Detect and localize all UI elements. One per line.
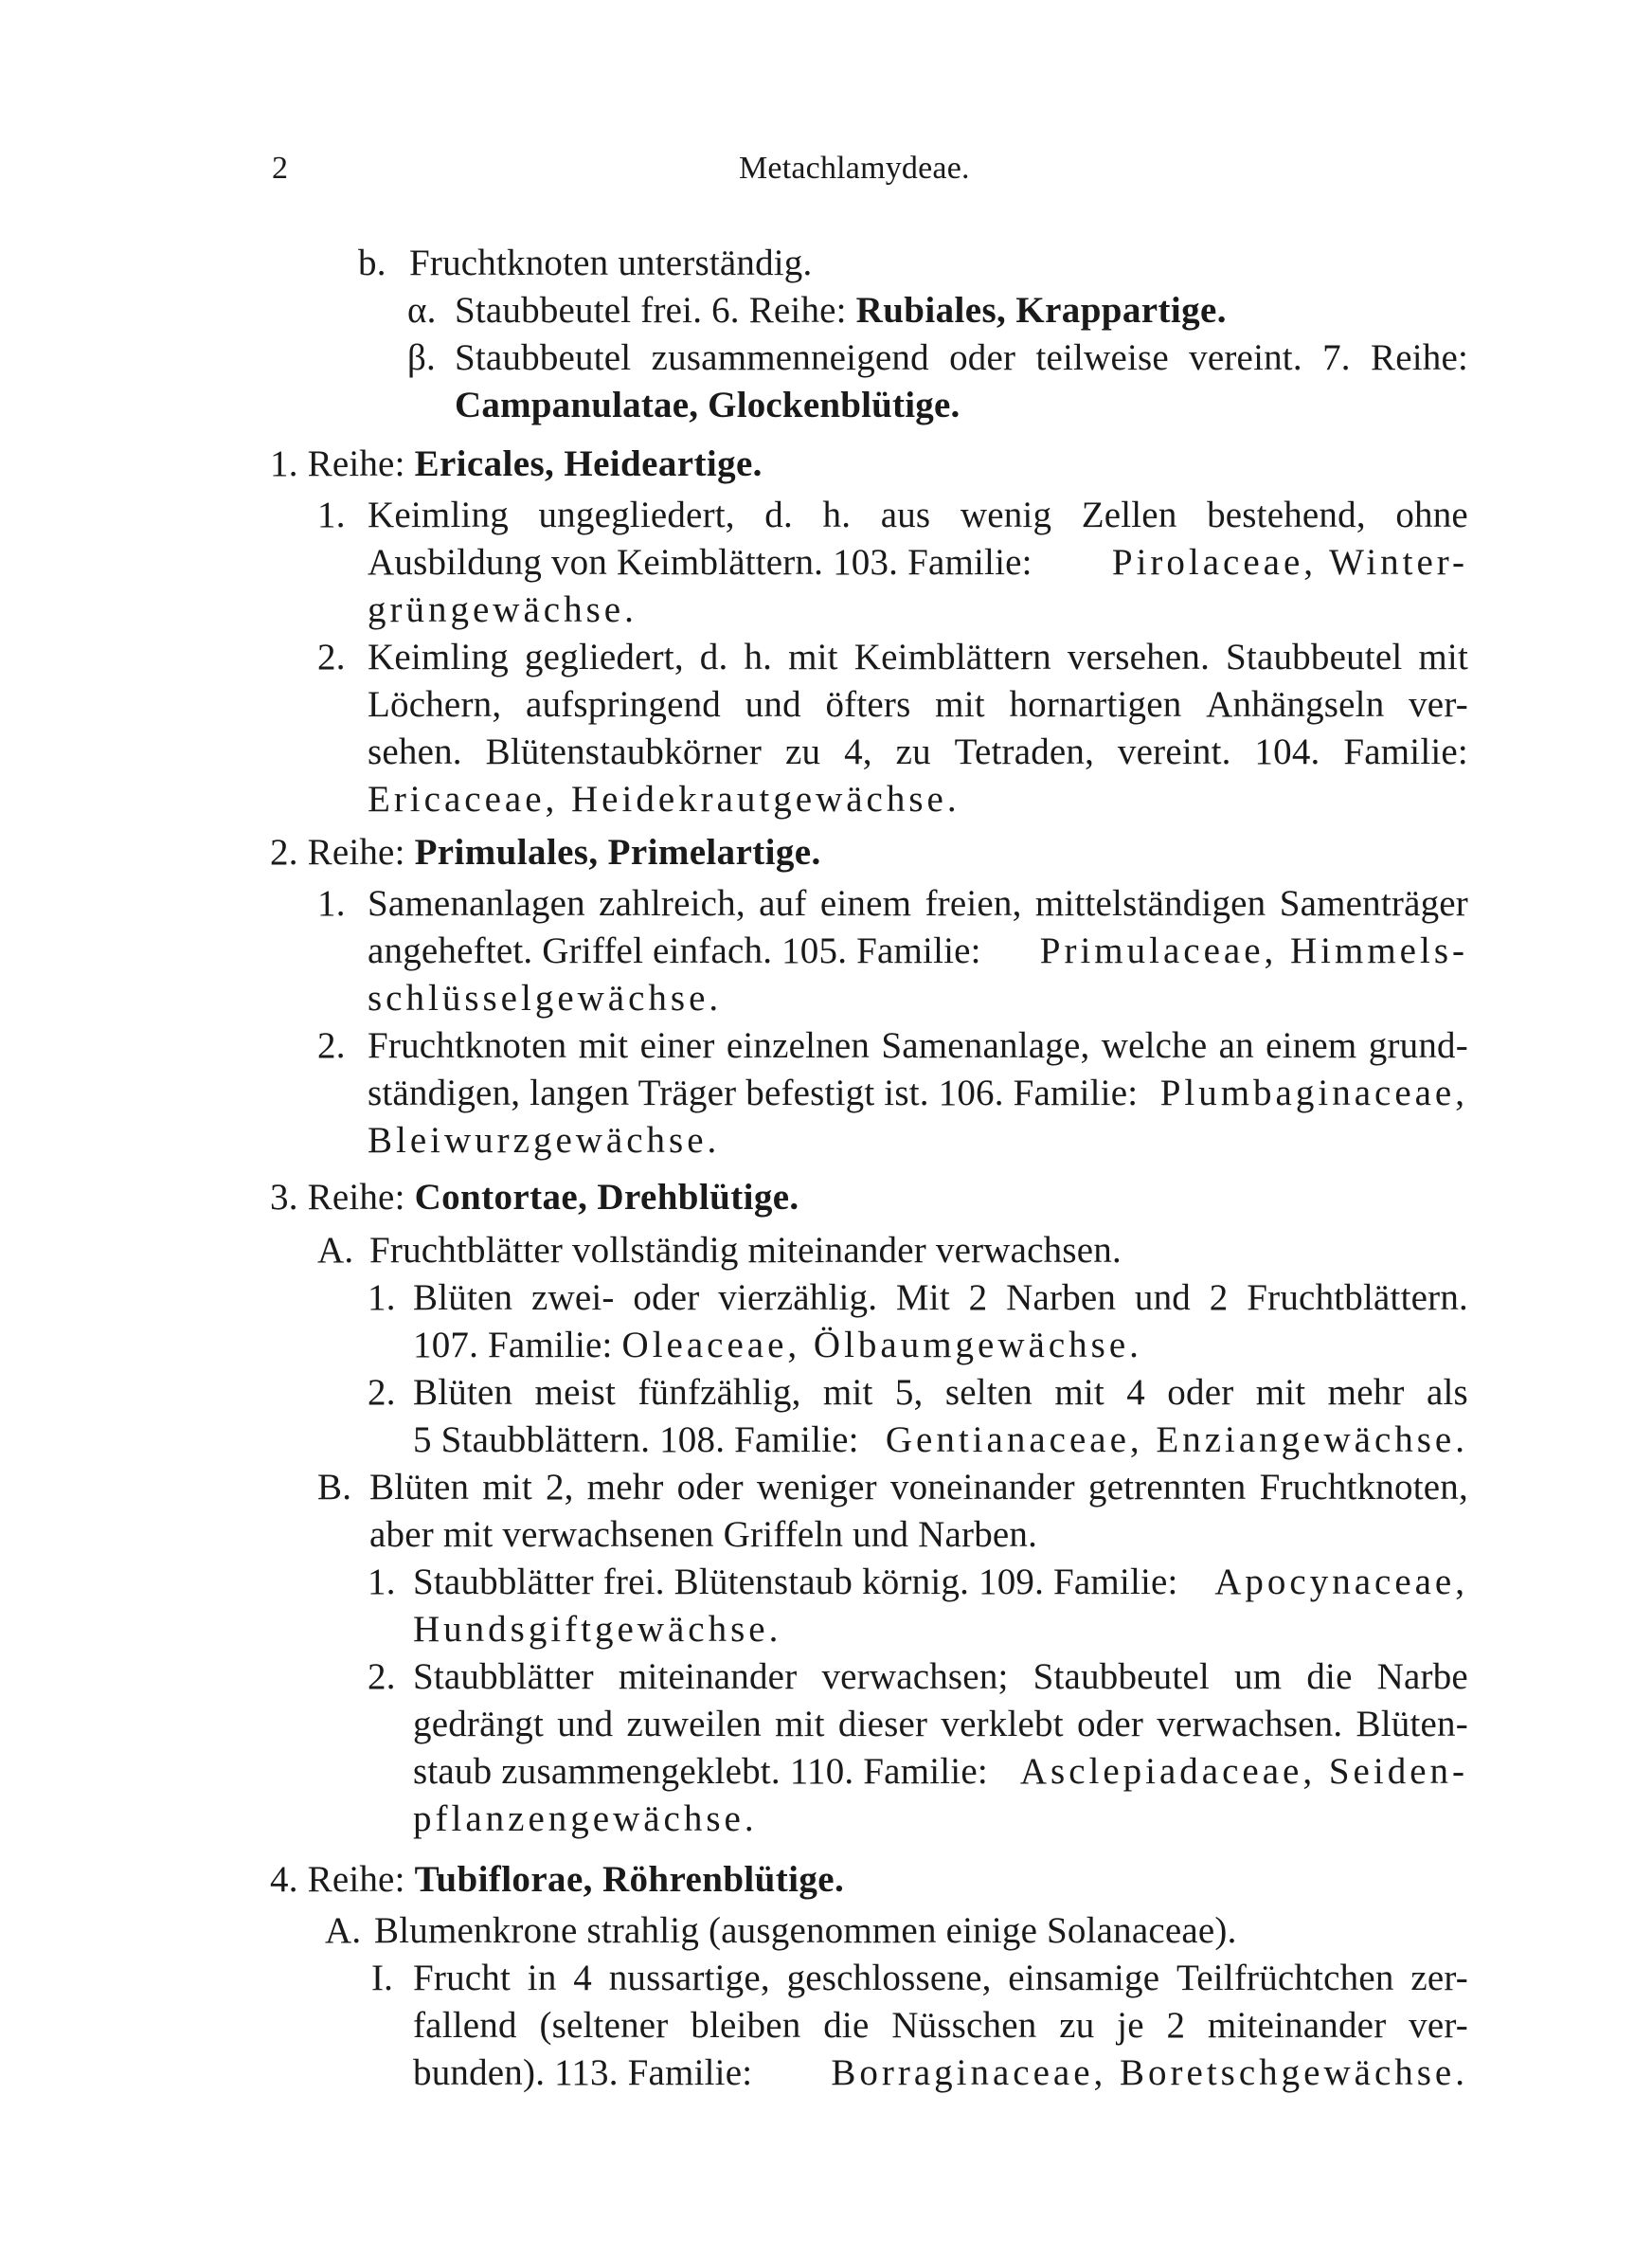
intro-alpha-text: Staubbeutel frei. 6. Reihe: — [455, 290, 847, 331]
reihe4-I-line3: bunden). 113. Familie: Borraginaceae, Boretschgewächse. — [413, 2050, 1468, 2096]
reihe2-i2-line1: Fruchtknoten mit einer einzelnen Samenanlage, welche an einem grund- — [368, 1025, 1468, 1066]
reihe1-i2-line2: Löchern, aufspringend und öfters mit hornartigen Anhängseln ver- — [368, 684, 1468, 725]
reihe4-I-family: Borraginaceae, Boretschgewächse. — [831, 2052, 1468, 2093]
reihe4-A-text: Blumenkrone strahlig (ausgenommen einige Solanaceae). — [374, 1910, 1237, 1951]
intro-alpha-line — [455, 288, 1227, 334]
reihe2-i1-line2: angeheftet. Griffel einfach. 105. Familie: Primulaceae, Himmels- — [368, 929, 1468, 974]
reihe1-i1-line1: Keimling ungegliedert, d. h. aus wenig Zellen bestehend, ohne — [368, 495, 1468, 535]
reihe3-A-text: Fruchtblätter vollständig miteinander verwachsen. — [369, 1230, 1122, 1271]
reihe1-i2-marker: 2. — [317, 637, 346, 677]
reihe2-order: Primulales, Primelartige. — [414, 832, 821, 873]
reihe3-B2-marker: 2. — [368, 1656, 396, 1697]
reihe3-A1-marker: 1. — [368, 1277, 396, 1318]
reihe1-i2-line1: Keimling gegliedert, d. h. mit Keimblättern versehen. Staubbeutel mit — [368, 637, 1468, 677]
reihe3-B2-line3: staub zusammengeklebt. 110. Familie: Asclepiadaceae, Seiden- — [413, 1749, 1468, 1795]
reihe3-A1-line1: Blüten zwei- oder vierzählig. Mit 2 Narben und 2 Fruchtblättern. — [413, 1277, 1468, 1318]
reihe3-B1-line2: Hundsgiftgewächse. — [413, 1609, 782, 1650]
reihe3-A-marker: A. — [317, 1230, 354, 1271]
reihe1-i1-line3: grüngewächse. — [368, 589, 637, 630]
reihe3-order: Contortae, Drehblütige. — [414, 1177, 799, 1218]
reihe2-i1-family: Primulaceae, Himmels- — [1039, 930, 1468, 971]
reihe2-i2-marker: 2. — [317, 1025, 346, 1066]
reihe3-A1-family: Oleaceae, Ölbaumgewächse. — [621, 1325, 1142, 1365]
reihe2-heading: 2. Reihe: Primulales, Primelartige. — [270, 832, 821, 873]
reihe3-B-line2: aber mit verwachsenen Griffeln und Narben. — [369, 1514, 1038, 1555]
reihe1-i1-family: Pirolaceae, Winter- — [1111, 542, 1468, 583]
reihe1-heading: 1. Reihe: Ericales, Heideartige. — [270, 443, 763, 484]
intro-b-marker: b. — [358, 243, 386, 283]
reihe3-B-marker: B. — [317, 1467, 352, 1508]
reihe4-heading: 4. Reihe: Tubiflorae, Röhrenblütige. — [270, 1859, 845, 1900]
intro-beta-order: Campanulatae, Glockenblütige. — [455, 385, 961, 425]
reihe3-heading: 3. Reihe: Contortae, Drehblütige. — [270, 1177, 799, 1218]
reihe4-A-marker: A. — [325, 1910, 362, 1951]
reihe4-I-line1: Frucht in 4 nussartige, geschlossene, einsamige Teilfrüchtchen zer- — [413, 1958, 1468, 1998]
intro-b-text: Fruchtknoten unterständig. — [409, 243, 813, 283]
reihe4-order: Tubiflorae, Röhrenblütige. — [414, 1859, 845, 1900]
reihe2-i2-family: Plumbaginaceae, — [1159, 1073, 1468, 1113]
page-number: 2 — [272, 151, 289, 186]
reihe2-i2-line3: Bleiwurzgewächse. — [368, 1120, 721, 1161]
reihe3-B1-marker: 1. — [368, 1562, 396, 1602]
reihe3-A2-family: Gentianaceae, Enziangewächse. — [885, 1419, 1468, 1460]
reihe1-i1-line2: Ausbildung von Keimblättern. 103. Familie: Pirolaceae, Winter- — [368, 540, 1468, 586]
reihe3-B2-line2: gedrängt und zuweilen mit dieser verklebt oder verwachsen. Blüten- — [413, 1704, 1468, 1744]
reihe3-B2-family: Asclepiadaceae, Seiden- — [1019, 1751, 1468, 1792]
intro-alpha-order: Rubiales, Krappartige. — [855, 290, 1227, 331]
reihe3-B1-line1: Staubblätter frei. Blütenstaub körnig. 109. Familie: Apocynaceae, — [413, 1560, 1468, 1605]
reihe4-I-marker: I. — [371, 1958, 394, 1998]
reihe3-B2-line4: pflanzengewächse. — [413, 1798, 758, 1839]
reihe3-A2-line2: 5 Staubblättern. 108. Familie: Gentianaceae, Enziangewächse. — [413, 1417, 1468, 1463]
reihe2-i2-line2: ständigen, langen Träger befestigt ist. 106. Familie: Plumbaginaceae, — [368, 1071, 1468, 1116]
running-title: Metachlamydeae. — [739, 151, 970, 186]
reihe3-B-line1: Blüten mit 2, mehr oder weniger voneinander getrennten Fruchtknoten, — [369, 1467, 1468, 1508]
reihe3-A2-line1: Blüten meist fünfzählig, mit 5, selten mit 4 oder mit mehr als — [413, 1372, 1468, 1413]
reihe1-i2-line4: Ericaceae, Heidekrautgewächse. — [368, 779, 961, 820]
reihe3-B2-line1: Staubblätter miteinander verwachsen; Staubbeutel um die Narbe — [413, 1656, 1468, 1697]
reihe1-i2-line3: sehen. Blütenstaubkörner zu 4, zu Tetraden, vereint. 104. Familie: — [368, 731, 1468, 772]
reihe3-A1-line2: 107. Familie: Oleaceae, Ölbaumgewächse. — [413, 1325, 1142, 1365]
reihe3-B1-family: Apocynaceae, — [1214, 1562, 1468, 1602]
reihe2-i1-line3: schlüsselgewächse. — [368, 978, 723, 1019]
reihe2-i1-marker: 1. — [317, 883, 346, 924]
intro-beta-marker: β. — [407, 337, 436, 378]
reihe1-i1-marker: 1. — [317, 495, 346, 535]
reihe2-i1-line1: Samenanlagen zahlreich, auf einem freien, mittelständigen Samenträger — [368, 883, 1468, 924]
reihe1-order: Ericales, Heideartige. — [414, 443, 763, 484]
reihe3-A2-marker: 2. — [368, 1372, 396, 1413]
intro-beta-line1: Staubbeutel zusammenneigend oder teilweise vereint. 7. Reihe: — [455, 337, 1468, 378]
intro-alpha-marker: α. — [407, 290, 437, 331]
reihe4-I-line2: fallend (seltener bleiben die Nüsschen zu je 2 miteinander ver- — [413, 2005, 1468, 2046]
